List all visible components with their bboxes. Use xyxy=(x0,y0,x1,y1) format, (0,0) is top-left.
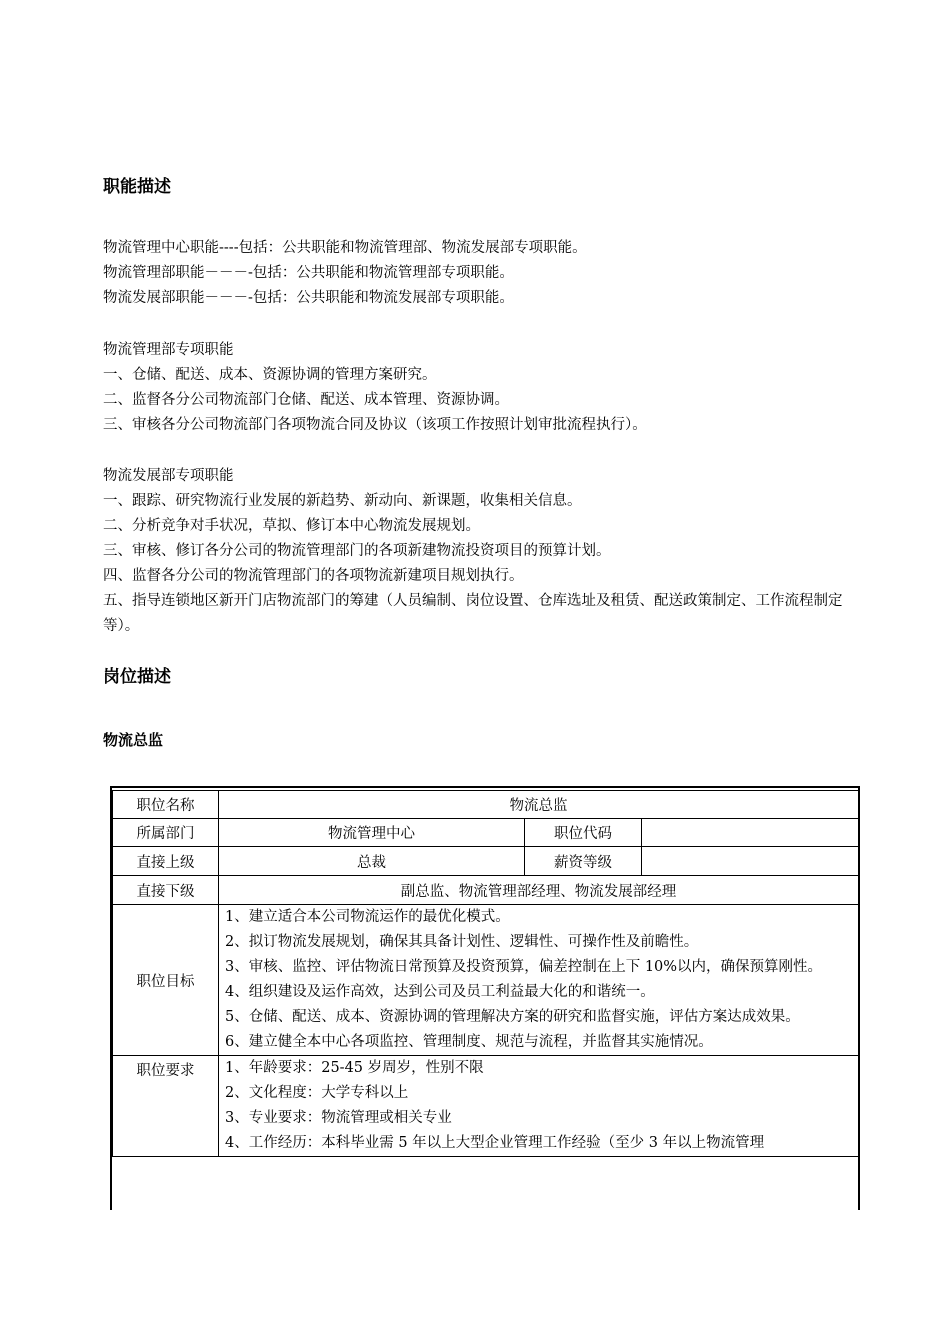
goal-item: 6、建立健全本中心各项监控、管理制度、规范与流程，并监督其实施情况。 xyxy=(225,1034,713,1050)
requirement-item: 1、年龄要求：25-45 岁周岁，性别不限 xyxy=(225,1060,484,1076)
goal-item: 1、建立适合本公司物流运作的最优化模式。 xyxy=(225,909,510,925)
cell-value: 物流管理中心 xyxy=(219,819,525,847)
mgmt-dept-functions xyxy=(103,338,863,438)
list-item: 一、仓储、配送、成本、资源协调的管理方案研究。 xyxy=(103,367,437,383)
table-row xyxy=(113,876,859,905)
list-item: 四、监督各分公司的物流管理部门的各项物流新建项目规划执行。 xyxy=(103,568,524,584)
list-item: 三、审核各分公司物流部门各项物流合同及协议（该项工作按照计划审批流程执行）。 xyxy=(103,417,647,433)
requirement-item: 3、专业要求：物流管理或相关专业 xyxy=(225,1110,452,1126)
mgmt-dept-title: 物流管理部专项职能 xyxy=(103,342,234,358)
cell-label: 直接下级 xyxy=(113,876,219,905)
goals-cell xyxy=(219,905,859,1056)
dev-dept-functions xyxy=(103,464,863,639)
table-row xyxy=(113,819,859,847)
cell-label: 职位代码 xyxy=(525,819,642,847)
cell-value: 总裁 xyxy=(219,847,525,876)
table-row xyxy=(113,905,859,1056)
cell-value: 副总监、物流管理部经理、物流发展部经理 xyxy=(219,876,859,905)
cell-label: 职位目标 xyxy=(113,905,219,1056)
cell-label: 薪资等级 xyxy=(525,847,642,876)
table-row xyxy=(113,847,859,876)
cell-label: 所属部门 xyxy=(113,819,219,847)
list-item: 二、监督各分公司物流部门仓储、配送、成本管理、资源协调。 xyxy=(103,392,509,408)
dev-dept-title: 物流发展部专项职能 xyxy=(103,468,234,484)
position-heading: 岗位描述 xyxy=(103,667,171,687)
requirements-cell xyxy=(219,1056,859,1157)
cell-label: 职位要求 xyxy=(113,1056,219,1157)
cell-value xyxy=(642,847,859,876)
functions-intro xyxy=(103,236,863,311)
list-item: 二、分析竞争对手状况，草拟、修订本中心物流发展规划。 xyxy=(103,518,480,534)
requirement-item: 4、工作经历：本科毕业需 5 年以上大型企业管理工作经验（至少 3 年以上物流管理 xyxy=(225,1135,765,1151)
intro-line: 物流管理中心职能----包括：公共职能和物流管理部、物流发展部专项职能。 xyxy=(103,240,587,256)
job-description-table xyxy=(110,786,860,1210)
cell-label: 直接上级 xyxy=(113,847,219,876)
table-row xyxy=(113,791,859,819)
goal-item: 5、仓储、配送、成本、资源协调的管理解决方案的研究和监督实施，评估方案达成效果。 xyxy=(225,1009,800,1025)
list-item: 一、跟踪、研究物流行业发展的新趋势、新动向、新课题，收集相关信息。 xyxy=(103,493,582,509)
table-row xyxy=(113,1056,859,1157)
cell-value: 物流总监 xyxy=(219,791,859,819)
list-item: 三、审核、修订各分公司的物流管理部门的各项新建物流投资项目的预算计划。 xyxy=(103,543,611,559)
role-heading: 物流总监 xyxy=(103,731,164,749)
functions-heading: 职能描述 xyxy=(103,177,171,197)
goal-item: 2、拟订物流发展规划，确保其具备计划性、逻辑性、可操作性及前瞻性。 xyxy=(225,934,699,950)
cell-label: 职位名称 xyxy=(113,791,219,819)
intro-line: 物流管理部职能－－－-包括：公共职能和物流管理部专项职能。 xyxy=(103,265,514,281)
list-item: 五、指导连锁地区新开门店物流部门的筹建（人员编制、岗位设置、仓库选址及租赁、配送政策制定、工作流程制定等）。 xyxy=(103,593,843,634)
intro-line: 物流发展部职能－－－-包括：公共职能和物流发展部专项职能。 xyxy=(103,290,514,306)
requirement-item: 2、文化程度：大学专科以上 xyxy=(225,1085,409,1101)
goal-item: 3、审核、监控、评估物流日常预算及投资预算，偏差控制在上下 10%以内，确保预算刚性。 xyxy=(225,959,823,975)
goal-item: 4、组织建设及运作高效，达到公司及员工利益最大化的和谐统一。 xyxy=(225,984,655,1000)
cell-value xyxy=(642,819,859,847)
